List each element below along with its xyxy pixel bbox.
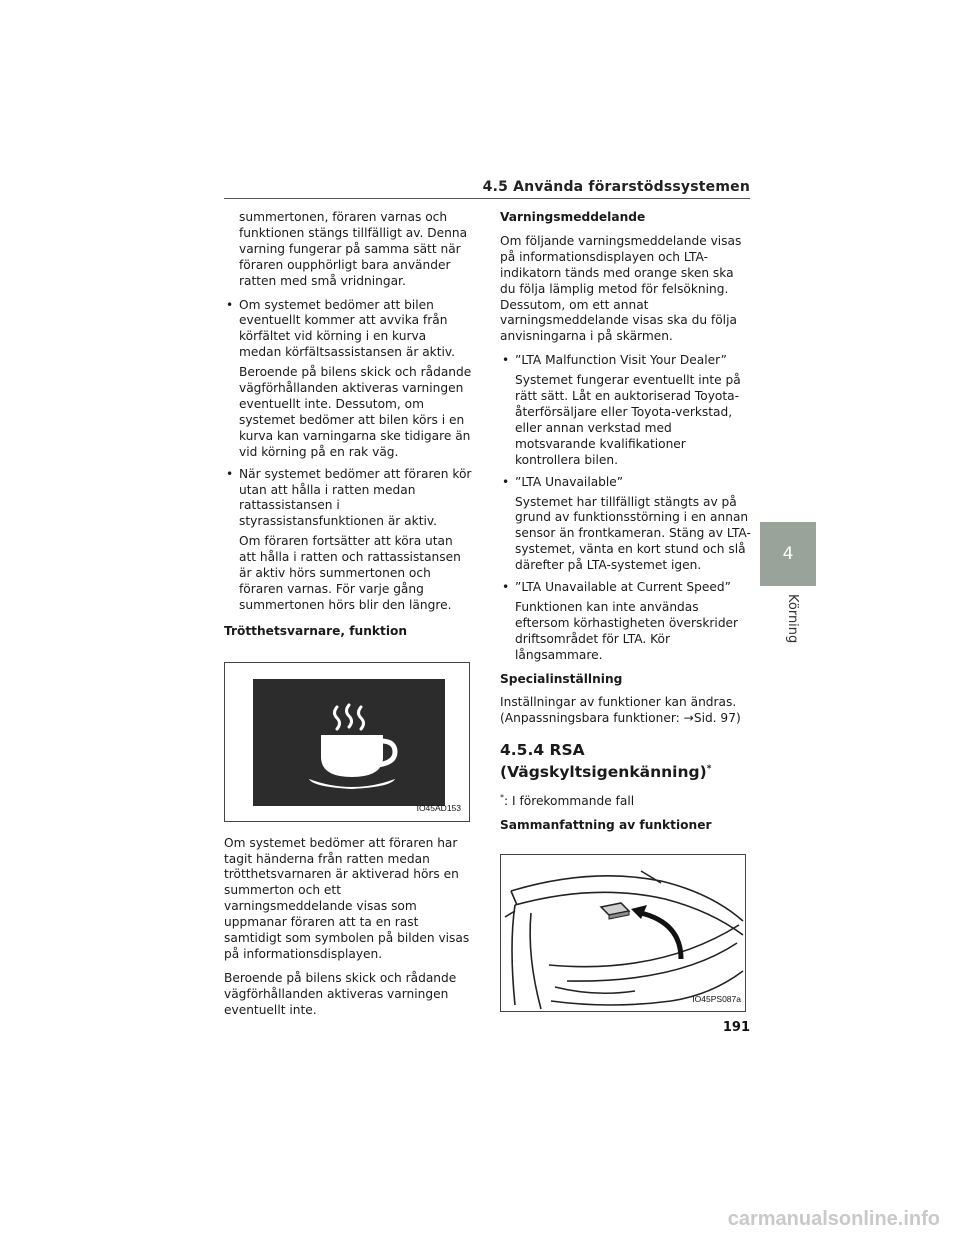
watermark: carmanualsonline.info: [727, 1208, 940, 1230]
running-header: [224, 176, 750, 199]
footnote: [500, 790, 752, 810]
bullet-dot: •: [502, 353, 510, 368]
heading-special-setting: Specialinställning: [500, 671, 623, 686]
bullet-subtext: Systemet fungerar eventuellt inte på rätt sätt. Låt en auktoriserad Toyota-återförsäljare eller Toyota-verkstad, eller annan verkstad med motsvarande kvalifikationer kontrollera bilen.: [515, 373, 741, 467]
figure-code: IO45PS087a: [692, 994, 741, 1005]
bullet-lta-unavailable: [500, 475, 752, 574]
bullet-text: ”LTA Unavailable at Current Speed”: [515, 580, 731, 595]
footnote-star-mark: *: [500, 793, 504, 803]
left-column: [224, 210, 472, 1027]
left-paragraph-fatigue: Om systemet bedömer att föraren har tagit händerna från ratten medan trötthetsvarnaren är aktiverad hörs en summerton och ett varningsmeddelande visas som uppmanar föraren att ta en rast samtidigt som symbolen på bilden visas på informationsdisplayen.: [224, 835, 470, 961]
bullet-subtext: Beroende på bilens skick och rådande vägförhållanden aktiveras varningen eventuellt inte. Dessutom, om systemet bedömer att bilen körs i en kurva kan varningarna ske tidigare än vid körning på en rak väg.: [239, 365, 472, 459]
bullet-curve-warning: [224, 298, 472, 461]
figure-windshield-camera: [500, 854, 746, 1012]
figure-code: IO45AD153: [416, 802, 461, 813]
section-title-line1: 4.5.4 RSA: [500, 741, 585, 760]
bullet-subtext: Funktionen kan inte användas eftersom körhastigheten överskrider driftsområdet för LTA. Kör långsammare.: [515, 599, 739, 662]
right-paragraph-settings: Inställningar av funktioner kan ändras. (Anpassningsbara funktioner: →Sid. 97): [500, 695, 741, 726]
left-paragraph-continued: summertonen, föraren varnas och funktionen stängs tillfälligt av. Denna varning fungerar på samma sätt när föraren oupphörligt bara använder ratten med små vridningar.: [239, 210, 468, 288]
footnote-text: : I förekommande fall: [504, 794, 635, 809]
bullet-hands-off-warning: [224, 467, 472, 614]
bullet-lta-malfunction: [500, 353, 752, 468]
section-title-rsa: [500, 741, 752, 782]
bullet-subtext: Systemet har tillfälligt stängts av på grund av funktionsstörning i en annan sensor än frontkameran. Stäng av LTA-systemet, vänta en kort stund och slå därefter på LTA-systemet igen.: [515, 494, 751, 573]
bullet-text: ”LTA Unavailable”: [515, 474, 624, 489]
figure-coffee-cup: [224, 662, 470, 822]
section-title-line2: (Vägskyltsigenkänning): [500, 763, 707, 782]
bullet-lta-unavailable-speed: [500, 580, 752, 664]
heading-function-summary: Sammanfattning av funktioner: [500, 818, 712, 833]
bullet-dot: •: [226, 297, 234, 312]
bullet-dot: •: [502, 474, 510, 489]
chapter-label: Körning: [785, 594, 800, 644]
chapter-tab: [760, 522, 816, 586]
right-paragraph-warning: Om följande varningsmeddelande visas på informationsdisplayen och LTA-indikatorn tänds med orange sken ska du följa lämplig metod för felsökning. Dessutom, om ett annat varningsmeddelande visas ska du följa anvisningarna i på skärmen.: [500, 233, 742, 344]
bullet-text: ”LTA Malfunction Visit Your Dealer”: [515, 353, 727, 368]
heading-warning-message: Varningsmeddelande: [500, 210, 646, 224]
page-number: 191: [722, 1020, 750, 1035]
bullet-dot: •: [226, 466, 234, 481]
footnote-star: *: [706, 764, 712, 775]
section-header-title: 4.5 Använda förarstödssystemen: [482, 179, 750, 195]
chapter-number: 4: [782, 544, 794, 564]
left-paragraph-conditions: Beroende på bilens skick och rådande vägförhållanden aktiveras varningen eventuellt inte.: [224, 970, 457, 1017]
bullet-subtext: Om föraren fortsätter att köra utan att hålla i ratten och rattassistansen är aktiv hörs summertonen och föraren varnas. För varje gång summertonen hörs blir den längre.: [239, 534, 461, 612]
coffee-cup-icon: [253, 679, 445, 806]
bullet-text: När systemet bedömer att föraren kör utan att hålla i ratten medan rattassistansen i styrassistansfunktionen är aktiv.: [239, 466, 472, 529]
right-column: [500, 210, 752, 1012]
heading-fatigue-warning: Trötthetsvarnare, funktion: [224, 623, 408, 638]
bullet-text: Om systemet bedömer att bilen eventuellt kommer att avvika från körfältet vid körning i en kurva medan körfältsassistansen är aktiv.: [239, 297, 456, 360]
windshield-illustration: [501, 855, 745, 1011]
display-screen: [253, 679, 445, 806]
bullet-dot: •: [502, 580, 510, 595]
